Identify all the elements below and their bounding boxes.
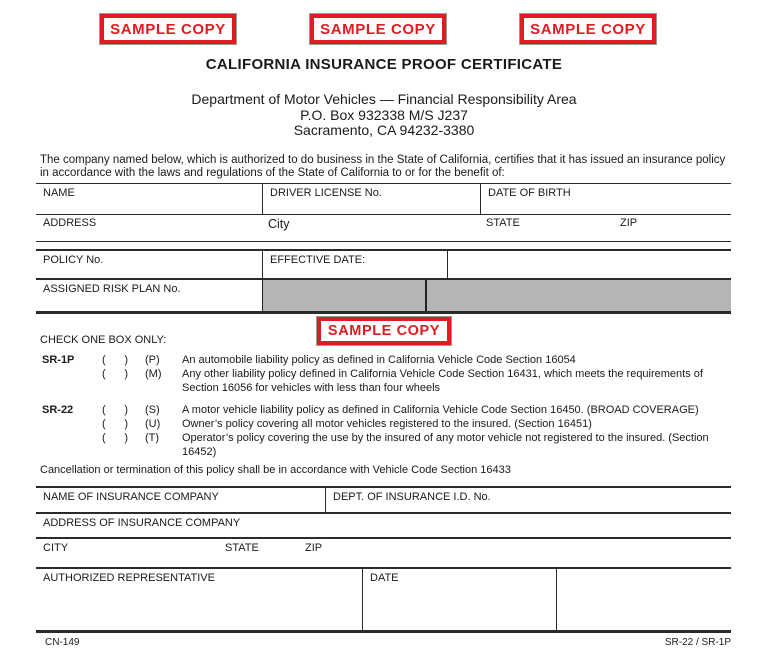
sr1p-group	[42, 353, 731, 395]
sr22-group-label: SR-22	[42, 403, 74, 416]
paren-close: )	[124, 417, 128, 430]
paren-open: (	[102, 431, 106, 444]
company-zip-field[interactable]: ZIP	[305, 541, 323, 554]
shaded-blocked-cell	[262, 280, 425, 311]
sr1p-m-text: Any other liability policy defined in California Vehicle Code Section 16431, which meets the requirements of Section 16056 for vehicles with less than four wheels	[182, 367, 703, 394]
company-city-field[interactable]: CITY	[43, 541, 69, 554]
page-title: CALIFORNIA INSURANCE PROOF CERTIFICATE	[205, 56, 563, 73]
dmv-city-line: Sacramento, CA 94232-3380	[293, 122, 475, 138]
sample-copy-stamp: SAMPLE COPY	[317, 317, 451, 345]
date-of-birth-field[interactable]: DATE OF BIRTH	[480, 184, 731, 214]
zip-field[interactable]: ZIP	[620, 216, 638, 229]
sample-copy-stamp: SAMPLE COPY	[310, 14, 446, 44]
sr22-t-checkbox[interactable]	[102, 431, 128, 459]
form-number: CN-149	[45, 636, 80, 648]
date-signed-field[interactable]: DATE	[362, 569, 556, 630]
sr22-t-code: (T)	[145, 431, 160, 444]
paren-open: (	[102, 403, 106, 416]
dmv-dept-line: Department of Motor Vehicles — Financial Responsibility Area	[191, 91, 577, 107]
sr22-u-checkbox[interactable]	[102, 417, 128, 431]
insurance-company-table	[36, 486, 731, 567]
signature-extra-cell[interactable]	[556, 569, 731, 630]
sr22-s-checkbox[interactable]	[102, 403, 128, 417]
sr1p-p-checkbox[interactable]	[102, 353, 128, 367]
sr1p-p-code: (P)	[145, 353, 160, 366]
company-city-state-zip-row[interactable]	[36, 539, 731, 567]
address-field[interactable]: ADDRESS	[43, 216, 97, 229]
policy-number-field[interactable]: POLICY No.	[43, 253, 104, 266]
assigned-risk-plan-field[interactable]: ASSIGNED RISK PLAN No.	[43, 282, 181, 295]
sr1p-group-label: SR-1P	[42, 353, 75, 366]
check-instruction: CHECK ONE BOX ONLY:	[40, 333, 167, 346]
sr22-group	[42, 403, 731, 459]
dmv-address-block	[0, 92, 768, 139]
signature-table	[36, 567, 731, 633]
company-name-field[interactable]: NAME OF INSURANCE COMPANY	[43, 490, 219, 503]
sr1p-m-code: (M)	[145, 367, 162, 380]
name-field[interactable]: NAME	[43, 186, 75, 199]
certification-statement: The company named below, which is authorized to do business in the State of California, certifies that it has issued an insurance policy in accordance with the laws and regulations of the State of California to or for the benefit of:	[40, 153, 726, 179]
paren-close: )	[124, 403, 128, 416]
stamp-row	[100, 14, 656, 44]
sr1p-p-text: An automobile liability policy as defined in California Vehicle Code Section 16054	[182, 353, 576, 366]
sr1p-m-checkbox[interactable]	[102, 367, 128, 395]
sr22-s-text: A motor vehicle liability policy as defined in California Vehicle Code Section 16450. (BROAD COVERAGE)	[182, 403, 699, 416]
dept-insurance-id-field[interactable]: DEPT. OF INSURANCE I.D. No.	[325, 488, 731, 512]
city-field[interactable]: City	[268, 216, 290, 231]
form-codes: SR-22 / SR-1P	[664, 636, 731, 648]
company-state-field[interactable]: STATE	[225, 541, 259, 554]
policy-info-table	[36, 249, 731, 314]
check-section-header	[36, 317, 731, 347]
company-address-field[interactable]: ADDRESS OF INSURANCE COMPANY	[36, 514, 731, 539]
sr22-t-text: Operator’s policy covering the use by the insured of any motor vehicle not registered to the insured. (Section 16452)	[182, 431, 709, 458]
effective-date-field[interactable]: EFFECTIVE DATE:	[262, 251, 447, 278]
driver-license-field[interactable]: DRIVER LICENSE No.	[262, 184, 480, 214]
paren-close: )	[124, 367, 128, 380]
paren-close: )	[124, 353, 128, 366]
sample-copy-stamp: SAMPLE COPY	[100, 14, 236, 44]
paren-close: )	[124, 431, 128, 444]
sr22-u-text: Owner’s policy covering all motor vehicles registered to the insured. (Section 16451)	[182, 417, 592, 430]
paren-open: (	[102, 353, 106, 366]
cancellation-note: Cancellation or termination of this policy shall be in accordance with Vehicle Code Section 16433	[40, 463, 511, 476]
insured-info-table	[36, 183, 731, 242]
sr22-u-code: (U)	[145, 417, 161, 430]
state-field[interactable]: STATE	[486, 216, 520, 229]
paren-open: (	[102, 367, 106, 380]
form-footer	[45, 637, 731, 648]
effective-date-entry-area[interactable]	[447, 251, 731, 278]
sample-copy-stamp: SAMPLE COPY	[520, 14, 656, 44]
paren-open: (	[102, 417, 106, 430]
insured-address-row[interactable]	[36, 215, 731, 241]
sr22-s-code: (S)	[145, 403, 160, 416]
authorized-representative-field[interactable]: AUTHORIZED REPRESENTATIVE	[43, 571, 215, 584]
dmv-po-box-line: P.O. Box 932338 M/S J237	[300, 106, 468, 123]
shaded-blocked-cell	[425, 280, 731, 311]
